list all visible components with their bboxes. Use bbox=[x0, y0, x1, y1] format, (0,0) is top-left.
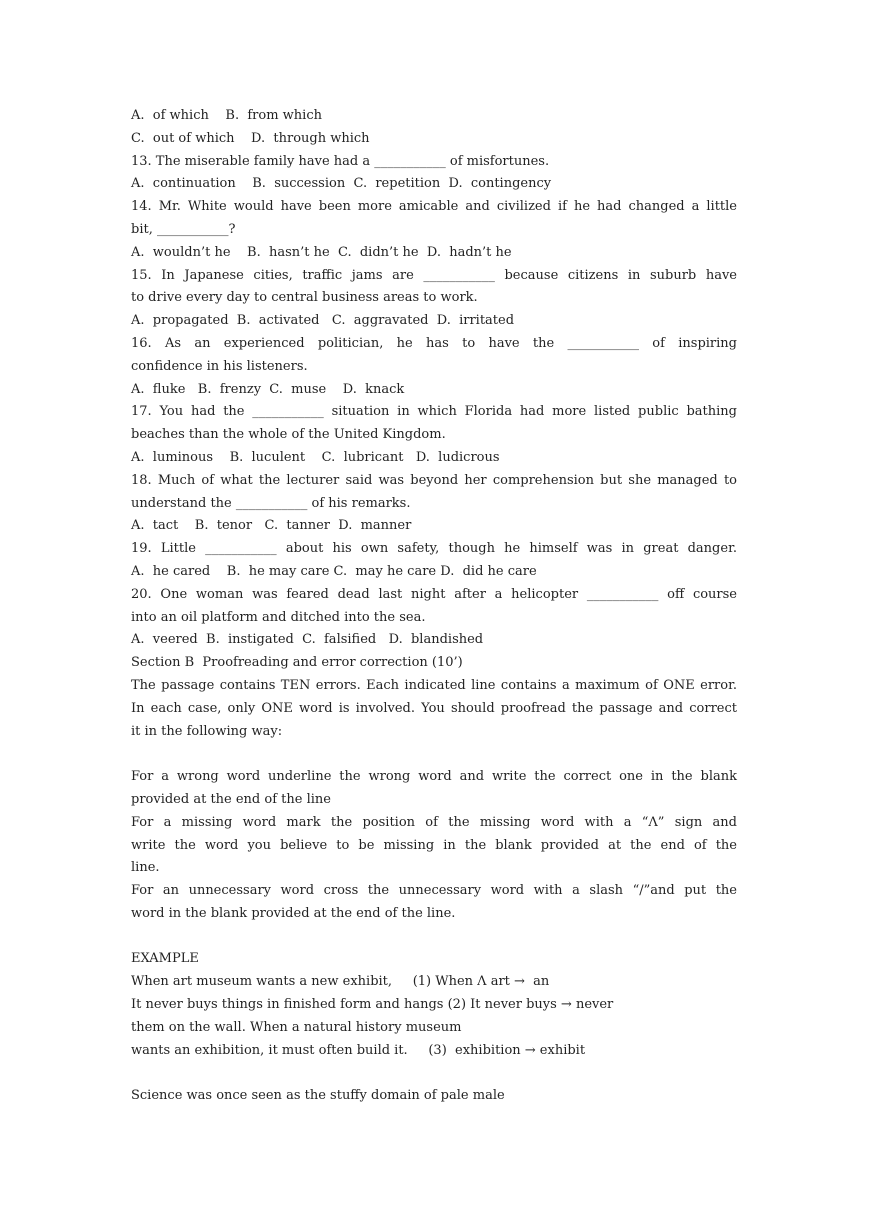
text-line: EXAMPLE bbox=[131, 951, 199, 967]
text-line: It never buys things in finished form and hangs (2) It never buys → never bbox=[131, 997, 614, 1013]
text-line: When art museum wants a new exhibit, (1) When Λ art → an bbox=[131, 974, 550, 990]
text-line: 13. The miserable family have had a ___________ of misfortunes. bbox=[131, 153, 550, 169]
text-line: In each case, only ONE word is involved. You should proofread the passage and correct bbox=[131, 700, 737, 716]
document-page bbox=[131, 105, 737, 1108]
text-line: 20. One woman was feared dead last night after a helicopter ___________ off course bbox=[131, 586, 737, 602]
text-line: Section B Proofreading and error correction (10’) bbox=[131, 655, 463, 671]
text-line: wants an exhibition, it must often build it. (3) exhibition → exhibit bbox=[131, 1042, 586, 1058]
text-line: A. propagated B. activated C. aggravated D. irritated bbox=[131, 313, 515, 329]
text-line: write the word you believe to be missing in the blank provided at the end of the bbox=[131, 837, 737, 853]
text-line: into an oil platform and ditched into the sea. bbox=[131, 609, 426, 625]
text-line: line. bbox=[131, 860, 160, 876]
text-line: C. out of which D. through which bbox=[131, 130, 370, 146]
text-line: A. luminous B. luculent C. lubricant D. ludicrous bbox=[131, 449, 500, 465]
blank-line bbox=[131, 1062, 737, 1085]
text-line: A. he cared B. he may care C. may he care D. did he care bbox=[131, 563, 537, 579]
text-line: beaches than the whole of the United Kingdom. bbox=[131, 427, 446, 443]
text-line: confidence in his listeners. bbox=[131, 358, 308, 374]
text-line: A. of which B. from which bbox=[131, 108, 322, 123]
blank-line bbox=[131, 743, 737, 766]
text-line: A. wouldn’t he B. hasn’t he C. didn’t he D. hadn’t he bbox=[131, 244, 512, 260]
text-line: provided at the end of the line bbox=[131, 791, 331, 807]
text-line: them on the wall. When a natural history museum bbox=[131, 1019, 462, 1035]
text-line: A. veered B. instigated C. falsified D. blandished bbox=[131, 632, 484, 648]
text-line: The passage contains TEN errors. Each indicated line contains a maximum of ONE error. bbox=[131, 677, 737, 693]
text-line: to drive every day to central business areas to work. bbox=[131, 290, 478, 306]
text-line: Science was once seen as the stuffy domain of pale male bbox=[131, 1088, 505, 1104]
text-line: 18. Much of what the lecturer said was beyond her comprehension but she managed to bbox=[131, 472, 737, 488]
text-line: 19. Little ___________ about his own safety, though he himself was in great danger. bbox=[131, 541, 737, 557]
text-line: it in the following way: bbox=[131, 723, 283, 739]
text-line: A. fluke B. frenzy C. muse D. knack bbox=[131, 381, 405, 397]
text-line: word in the blank provided at the end of the line. bbox=[131, 905, 456, 921]
text-line: For a wrong word underline the wrong word and write the correct one in the blank bbox=[131, 769, 737, 785]
text-line: 17. You had the ___________ situation in which Florida had more listed public bathing bbox=[131, 404, 737, 420]
text-line: For a missing word mark the position of the missing word with a “Λ” sign and bbox=[131, 814, 737, 830]
text-line: For an unnecessary word cross the unnecessary word with a slash “/”and put the bbox=[131, 883, 737, 899]
blank-line bbox=[131, 926, 737, 949]
text-line: understand the ___________ of his remarks. bbox=[131, 495, 411, 511]
text-line: 14. Mr. White would have been more amicable and civilized if he had changed a little bbox=[131, 199, 737, 215]
text-line: A. continuation B. succession C. repetition D. contingency bbox=[131, 176, 552, 192]
text-line: A. tact B. tenor C. tanner D. manner bbox=[131, 518, 412, 534]
text-line: 15. In Japanese cities, traffic jams are ___________ because citizens in suburb have bbox=[131, 267, 737, 283]
text-line: 16. As an experienced politician, he has to have the ___________ of inspiring bbox=[131, 335, 737, 351]
text-line: bit, ___________? bbox=[131, 221, 236, 237]
